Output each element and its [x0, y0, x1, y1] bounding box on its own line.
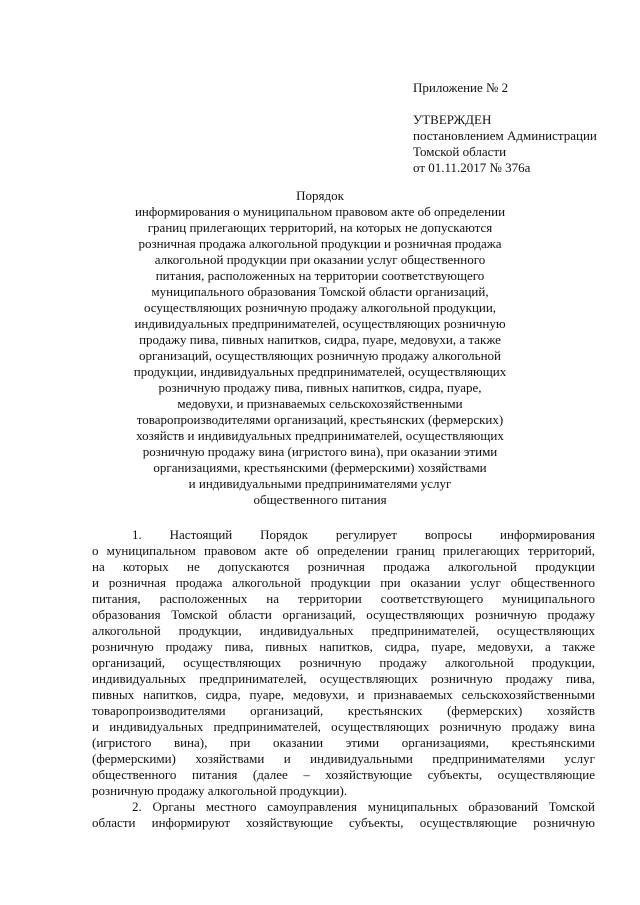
- paragraph-1-line: (игристого вина), при оказании этими организациями, крестьянскими: [92, 735, 595, 750]
- document-title: [120, 188, 520, 508]
- title-heading: Порядок: [296, 188, 344, 203]
- appendix-label: Приложение № 2: [413, 80, 509, 95]
- title-line: организациями, крестьянскими (фермерскими) хозяйствами: [153, 460, 487, 475]
- title-line: медовухи, и признаваемых сельскохозяйственными: [177, 396, 463, 411]
- paragraph-1-line: розничную продажу пива, пивных напитков, сидра, пуаре, медовухи, а также: [92, 639, 595, 654]
- approved-label: УТВЕРЖДЕН: [413, 112, 492, 127]
- paragraph-1-line: общественного питания (далее – хозяйствующие субъекты, осуществляющие: [92, 767, 595, 782]
- document-body: [92, 527, 595, 831]
- title-line: товаропроизводителями организаций, крестьянских (фермерских): [136, 412, 504, 427]
- paragraph-1-line: розничную продажу алкогольной продукции).: [92, 783, 348, 798]
- title-line: и индивидуальными предпринимателями услуг: [188, 476, 452, 491]
- approval-date: от 01.11.2017 № 376а: [413, 160, 531, 175]
- paragraph-1-line: (фермерскими) хозяйствами и индивидуальными предпринимателями услуг: [92, 751, 595, 766]
- title-line: общественного питания: [253, 492, 387, 507]
- paragraph-1-line: о муниципальном правовом акте об определении границ прилегающих территорий,: [92, 543, 595, 558]
- title-line: информирования о муниципальном правовом акте об определении: [134, 204, 506, 219]
- title-line: организаций, осуществляющих розничную продажу алкогольной: [138, 348, 502, 363]
- paragraph-1-line: организаций, осуществляющих розничную продажу алкогольной продукции,: [92, 655, 595, 670]
- paragraph-1-line: товаропроизводителями организаций, крестьянских (фермерских) хозяйств: [92, 703, 595, 718]
- paragraph-1-line: индивидуальных предпринимателей, осуществляющих розничную продажу пива,: [92, 671, 595, 686]
- title-line: продукции, индивидуальных предпринимателей, осуществляющих: [133, 364, 507, 379]
- title-line: муниципального образования Томской области организаций,: [151, 284, 489, 299]
- paragraph-1-line: на которых не допускаются розничная продажа алкогольной продукции: [92, 559, 595, 574]
- title-line: розничная продажа алкогольной продукции и розничная продажа: [138, 236, 502, 251]
- paragraph-1-line: 1. Настоящий Порядок регулирует вопросы информирования: [132, 527, 595, 542]
- title-line: индивидуальных предпринимателей, осуществляющих розничную: [134, 316, 506, 331]
- paragraph-1-line: образования Томской области организаций, осуществляющих розничную продажу: [92, 607, 595, 622]
- title-line: продажу пива, пивных напитков, сидра, пуаре, медовухи, а также: [139, 332, 501, 347]
- approval-issuer: постановлением Администрации: [413, 128, 597, 143]
- approval-block: [413, 80, 597, 176]
- title-line: алкогольной продукции при оказании услуг общественного: [154, 252, 486, 267]
- paragraph-2-line: 2. Органы местного самоуправления муниципальных образований Томской: [132, 799, 595, 814]
- title-line: границ прилегающих территорий, на которых не допускаются: [147, 220, 493, 235]
- paragraph-1-line: и розничная продажа алкогольной продукции при оказании услуг общественного: [92, 575, 595, 590]
- paragraph-1-line: алкогольной продукции, индивидуальных предпринимателей, осуществляющих: [92, 623, 595, 638]
- paragraph-1-line: питания, расположенных на территории соответствующего муниципального: [92, 591, 595, 606]
- title-line: розничную продажу вина (игристого вина), при оказании этими: [142, 444, 498, 459]
- title-line: розничную продажу пива, пивных напитков, сидра, пуаре,: [158, 380, 482, 395]
- title-line: питания, расположенных на территории соответствующего: [155, 268, 485, 283]
- title-line: хозяйств и индивидуальных предпринимателей, осуществляющих: [136, 428, 504, 443]
- paragraph-2-line: области информируют хозяйствующие субъекты, осуществляющие розничную: [92, 815, 595, 830]
- title-line: осуществляющих розничную продажу алкогольной продукции,: [143, 300, 497, 315]
- spacer: [413, 96, 597, 112]
- paragraph-1-line: пивных напитков, сидра, пуаре, медовухи, и признаваемых сельскохозяйственными: [92, 687, 595, 702]
- paragraph-1-line: и индивидуальных предпринимателей, осуществляющих розничную продажу вина: [92, 719, 595, 734]
- approval-region: Томской области: [413, 144, 507, 159]
